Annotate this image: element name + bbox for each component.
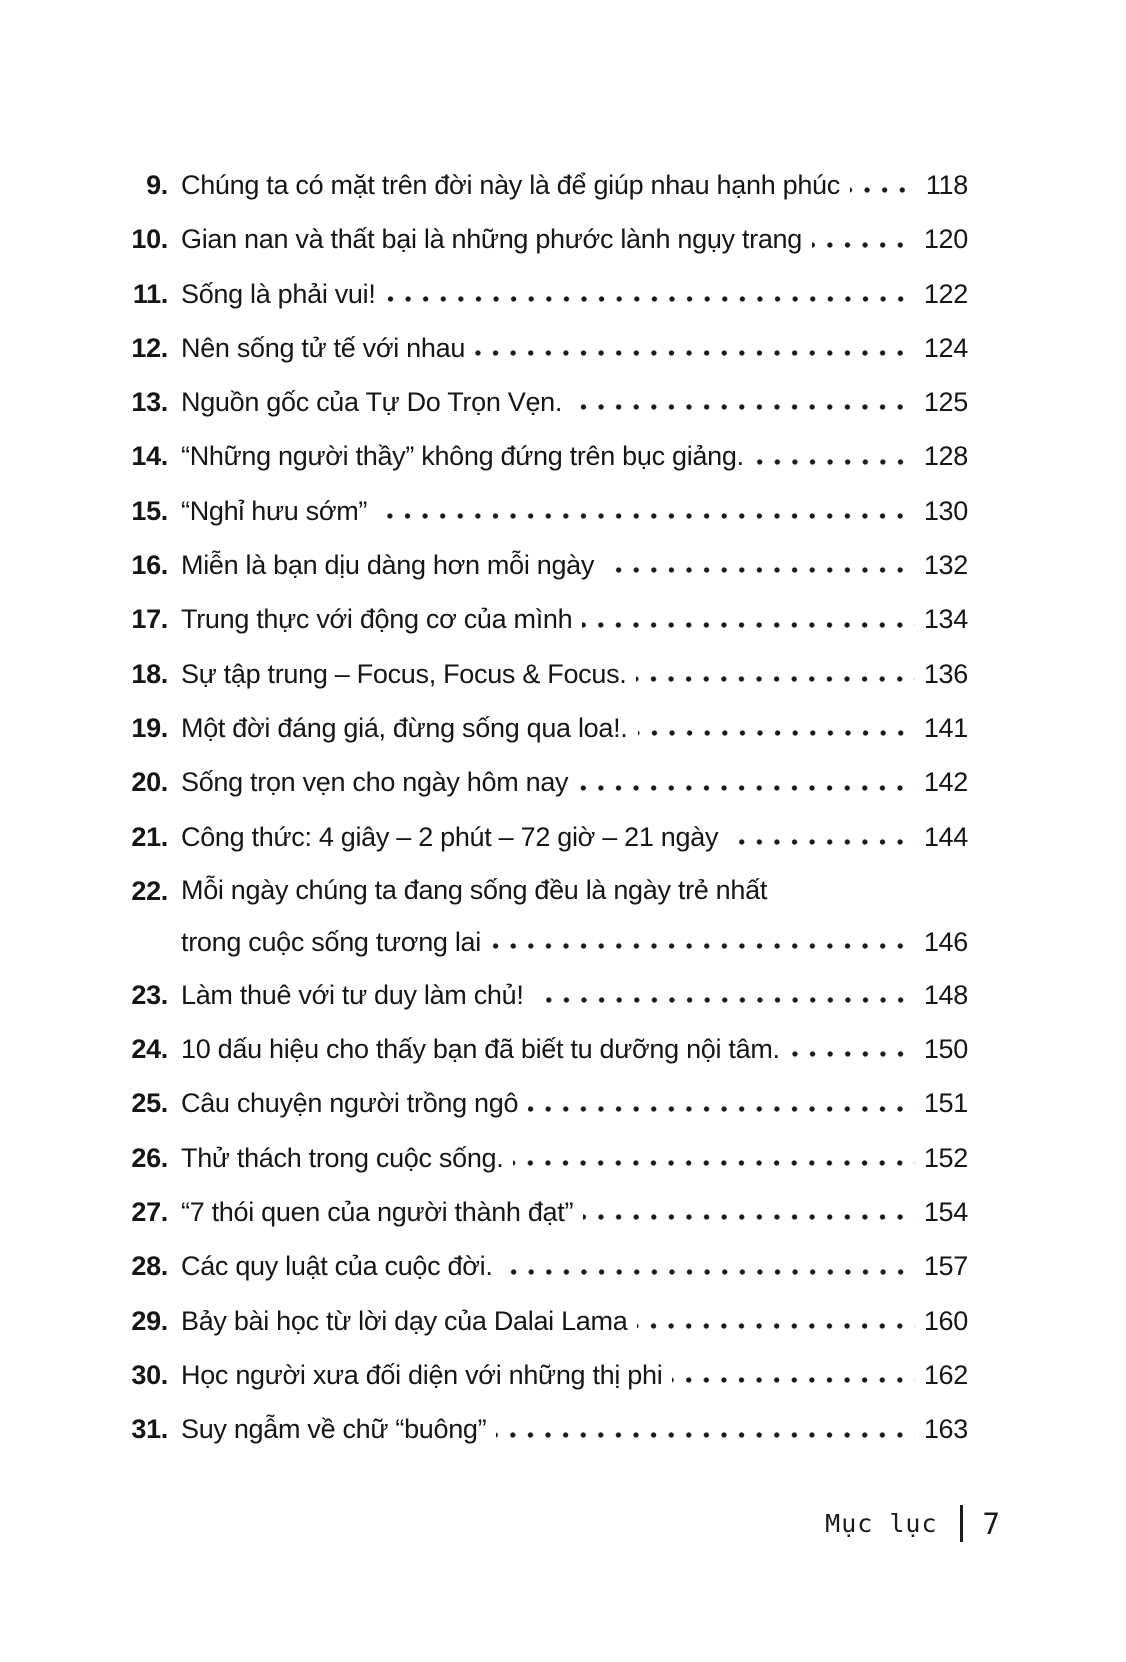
entry-lines [181,429,968,483]
toc-entry [120,321,968,375]
toc-line [181,701,968,755]
entry-lines [181,864,968,968]
toc-line [181,212,968,266]
dot-leader [604,538,915,592]
entry-title: Làm thuê với tư duy làm chủ! [181,979,524,1010]
entry-number: 19. [131,712,168,743]
entry-lines [181,321,968,375]
dot-leader [534,968,915,1022]
toc-line [181,321,968,375]
entry-page-number: 132 [923,550,968,581]
toc-line [181,916,968,968]
entry-number: 17. [131,604,168,635]
entry-title: Nguồn gốc của Tự Do Trọn Vẹn. [181,387,563,418]
toc-line [181,267,968,321]
toc-entry [120,1131,968,1185]
toc-line [181,1131,968,1185]
entry-number: 13. [131,387,168,418]
entry-page-number: 152 [923,1142,968,1173]
entry-number: 23. [131,979,168,1010]
toc-entry [120,267,968,321]
entry-number: 16. [131,550,168,581]
toc-line [181,1185,968,1239]
entry-number: 26. [131,1142,168,1173]
entry-title: Sống là phải vui! [181,278,376,309]
entry-page-number: 154 [923,1197,968,1228]
toc-line [181,538,968,592]
entry-page-number: 136 [923,658,968,689]
toc-line [181,1294,968,1348]
toc-line [181,1076,968,1130]
toc-entry [120,375,968,429]
entry-title: Câu chuyện người trồng ngô [181,1088,519,1119]
entry-page-number: 163 [923,1414,968,1445]
entry-page-number: 124 [923,332,968,363]
entry-lines [181,810,968,864]
toc-entry [120,1402,968,1456]
dot-leader [754,429,915,483]
entry-title: Bảy bài học từ lời dạy của Dalai Lama [181,1305,628,1336]
entry-title: Trung thực với động cơ của mình [181,604,573,635]
entry-title: “7 thói quen của người thành đạt” [181,1197,574,1228]
toc-entry [120,1022,968,1076]
entry-page-number: 120 [923,224,968,255]
toc-line [181,755,968,809]
toc-line [181,375,968,429]
toc-entry [120,1294,968,1348]
table-of-contents [120,158,968,1457]
entry-number: 22. [131,875,168,906]
entry-page-number: 144 [923,821,968,852]
entry-lines [181,1239,968,1293]
toc-entry [120,484,968,538]
entry-number: 28. [131,1251,168,1282]
entry-page-number: 162 [923,1359,968,1390]
entry-title: Mỗi ngày chúng ta đang sống đều là ngày trẻ nhất [181,874,768,905]
entry-lines [181,647,968,701]
toc-entry [120,647,968,701]
entry-title: Thử thách trong cuộc sống. [181,1142,504,1173]
entry-title: Một đời đáng giá, đừng sống qua loa!. [181,712,628,743]
dot-leader [812,212,915,266]
entry-title: Gian nan và thất bại là những phước lành ngụy trang [181,224,802,255]
entry-number: 24. [131,1034,168,1065]
toc-line [181,1348,968,1402]
entry-lines [181,1131,968,1185]
entry-lines [181,484,968,538]
entry-page-number: 148 [923,979,968,1010]
dot-leader [850,158,917,212]
entry-number: 14. [131,441,168,472]
entry-lines [181,1076,968,1130]
entry-page-number: 141 [923,712,968,743]
entry-page-number: 146 [923,926,968,957]
entry-number: 30. [131,1359,168,1390]
toc-line [181,592,968,646]
entry-title: Miễn là bạn dịu dàng hơn mỗi ngày [181,550,595,581]
dot-leader [528,1076,915,1130]
toc-entry [120,592,968,646]
entry-title: 10 dấu hiệu cho thấy bạn đã biết tu dưỡng nội tâm. [181,1034,780,1065]
entry-lines [181,592,968,646]
entry-title: Sống trọn vẹn cho ngày hôm nay [181,767,569,798]
entry-page-number: 125 [923,387,968,418]
entry-number: 31. [131,1414,168,1445]
entry-lines [181,1294,968,1348]
entry-lines [181,701,968,755]
entry-lines [181,968,968,1022]
toc-line [181,810,968,864]
dot-leader [790,1022,915,1076]
dot-leader [582,592,914,646]
dot-leader [503,1239,915,1293]
toc-line [181,1239,968,1293]
page-footer [825,1505,1000,1542]
entry-lines [181,1402,968,1456]
entry-lines [181,375,968,429]
dot-leader [637,1294,914,1348]
entry-page-number: 160 [923,1305,968,1336]
entry-lines [181,538,968,592]
toc-entry [120,538,968,592]
dot-leader [578,755,915,809]
entry-title: Suy ngẫm về chữ “buông” [181,1414,487,1445]
entry-number: 9. [146,170,168,200]
toc-entry [120,1185,968,1239]
footer-section-label: Mục lục [825,1509,938,1538]
entry-page-number: 122 [923,278,968,309]
footer-divider [960,1505,963,1542]
entry-title: Sự tập trung – Focus, Focus & Focus. [181,658,627,689]
entry-page-number: 134 [923,604,968,635]
entry-number: 29. [131,1305,168,1336]
toc-entry [120,1348,968,1402]
toc-line [181,484,968,538]
toc-entry [120,158,968,212]
toc-line [181,647,968,701]
dot-leader [572,375,915,429]
entry-number: 10. [131,224,168,255]
entry-title: Công thức: 4 giây – 2 phút – 72 giờ – 21 ngày [181,821,719,852]
entry-number: 20. [131,767,168,798]
entry-lines [181,1185,968,1239]
entry-title: Chúng ta có mặt trên đời này là để giúp nhau hạnh phúc [181,170,840,200]
entry-number: 27. [131,1197,168,1228]
toc-entry [120,968,968,1022]
dot-leader [583,1185,915,1239]
toc-line [181,1402,968,1456]
dot-leader [513,1131,914,1185]
entry-page-number: 151 [923,1088,968,1119]
dot-leader [475,321,915,375]
dot-leader [386,267,915,321]
entry-title: “Những người thầy” không đứng trên bục giảng. [181,441,744,472]
entry-page-number: 150 [923,1034,968,1065]
entry-page-number: 128 [923,441,968,472]
entry-title: “Nghỉ hưu sớm” [181,495,368,526]
toc-line [181,429,968,483]
toc-line [181,864,968,916]
toc-entry [120,864,968,968]
entry-title: Nên sống tử tế với nhau [181,332,466,363]
entry-lines [181,158,968,212]
toc-entry [120,1239,968,1293]
toc-line [181,1022,968,1076]
dot-leader [672,1348,914,1402]
dot-leader [638,701,915,755]
entry-lines [181,212,968,266]
toc-entry [120,429,968,483]
toc-entry [120,810,968,864]
toc-entry [120,1076,968,1130]
entry-page-number: 157 [923,1251,968,1282]
toc-line [181,158,968,212]
entry-title: Các quy luật của cuộc đời. [181,1251,493,1282]
dot-leader [496,1402,915,1456]
dot-leader [377,484,915,538]
dot-leader [636,647,914,701]
entry-lines [181,1022,968,1076]
footer-page-number: 7 [982,1506,1000,1541]
toc-entry [120,701,968,755]
entry-number: 15. [131,495,168,526]
entry-number: 18. [131,658,168,689]
entry-page-number: 118 [925,170,968,200]
entry-page-number: 142 [923,767,968,798]
entry-number: 25. [131,1088,168,1119]
entry-title: Học người xưa đối diện với những thị phi [181,1359,663,1390]
toc-entry [120,755,968,809]
entry-lines [181,267,968,321]
dot-leader [491,916,915,968]
entry-lines [181,1348,968,1402]
entry-title: trong cuộc sống tương lai [181,926,481,957]
entry-number: 21. [131,821,168,852]
entry-number: 11. [132,278,168,309]
entry-number: 12. [131,332,168,363]
entry-lines [181,755,968,809]
dot-leader [728,810,915,864]
toc-entry [120,212,968,266]
entry-page-number: 130 [923,495,968,526]
toc-line [181,968,968,1022]
